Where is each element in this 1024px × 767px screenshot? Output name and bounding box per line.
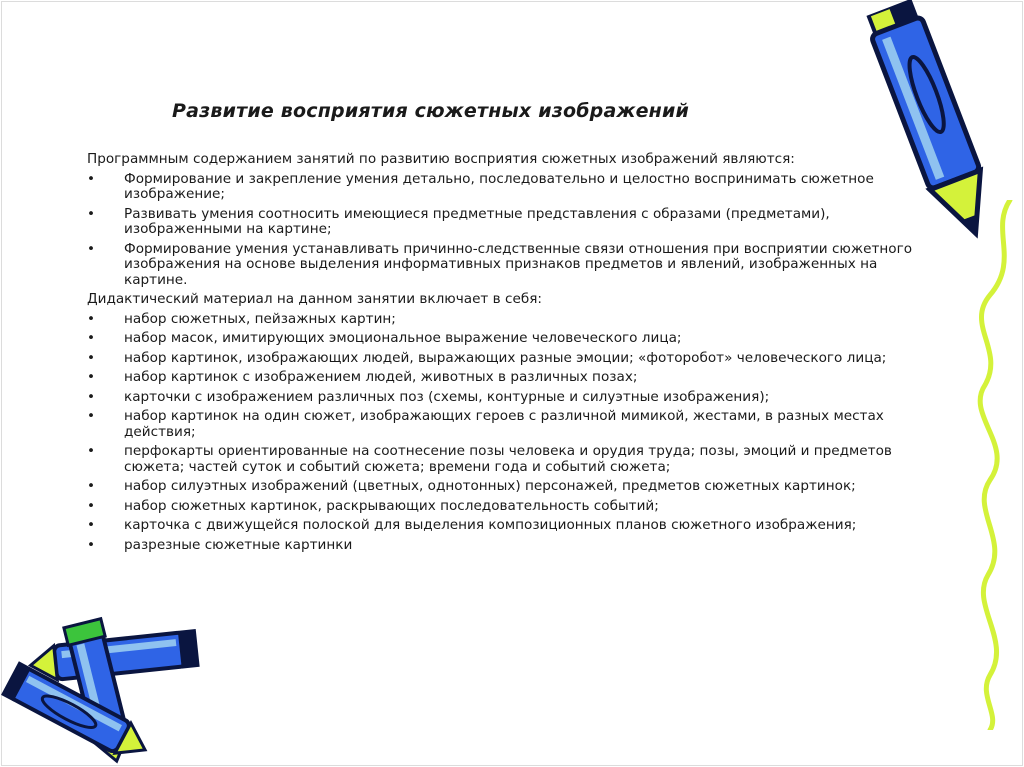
list-item xyxy=(87,444,932,475)
list-item-text: набор силуэтных изображений (цветных, однотонных) персонажей, предметов сюжетных картинок; xyxy=(124,478,856,494)
list-item-text: карточка с движущейся полоской для выделения композиционных планов сюжетного изображения; xyxy=(124,517,857,533)
pencils-bottom-left-icon xyxy=(0,615,205,765)
list-item xyxy=(87,538,932,554)
bullet-icon: • xyxy=(87,310,96,327)
list-item xyxy=(87,409,932,440)
list-item-text: набор масок, имитирующих эмоциональное выражение человеческого лица; xyxy=(124,330,682,346)
bullet-icon: • xyxy=(87,443,96,459)
list-item xyxy=(87,390,932,406)
list-item xyxy=(87,518,932,534)
bullet-icon: • xyxy=(87,497,96,514)
list-item-text: Формирование и закрепление умения детально, последовательно и целостно воспринимать сюжетное изображение; xyxy=(124,170,874,202)
list-item-text: карточки с изображением различных поз (схемы, контурные и силуэтные изображения); xyxy=(124,388,770,405)
list-item-text: набор картинок с изображением людей, животных в различных позах; xyxy=(124,369,638,385)
list-item xyxy=(87,207,932,238)
list-item-text: Формирование умения устанавливать причинно-следственные связи отношения при восприятии сюжетного изображения на основе выделения информативных признаков предметов и явлений, изображенных на картине. xyxy=(124,240,913,288)
material-intro-text: Дидактический материал на данном занятии включает в себя: xyxy=(87,291,542,307)
list-item xyxy=(87,172,932,203)
list-item xyxy=(87,242,932,289)
bullet-icon: • xyxy=(87,388,96,405)
list-item-text: набор сюжетных, пейзажных картин; xyxy=(124,310,396,327)
list-item xyxy=(87,370,932,386)
list-item-text: набор картинок, изображающих людей, выражающих разные эмоции; «фоторобот» человеческого лица; xyxy=(124,349,887,366)
list-item xyxy=(87,331,932,347)
bullet-icon: • xyxy=(87,536,96,553)
list-item xyxy=(87,312,932,328)
list-item xyxy=(87,351,932,367)
list-item-text: разрезные сюжетные картинки xyxy=(124,536,353,553)
bullet-icon: • xyxy=(87,240,96,257)
bullet-icon: • xyxy=(87,349,96,366)
bullet-icon: • xyxy=(87,517,96,533)
list-item xyxy=(87,499,932,515)
intro-text: Программным содержанием занятий по развитию восприятия сюжетных изображений являются: xyxy=(87,151,795,167)
bullet-icon: • xyxy=(87,330,96,346)
bullet-icon: • xyxy=(87,369,96,385)
lime-curve-icon xyxy=(960,200,1024,730)
page-title: Развитие восприятия сюжетных изображений xyxy=(172,100,690,122)
bullet-icon: • xyxy=(87,170,96,187)
bullet-icon: • xyxy=(87,478,96,494)
list-item-text: перфокарты ориентированные на соотнесение позы человека и орудия труда; позы, эмоций и предметов сюжета; частей суток и событий сюжета; времени года и событий сюжета; xyxy=(124,443,892,475)
list-item-text: набор сюжетных картинок, раскрывающих последовательность событий; xyxy=(124,497,659,514)
list-item xyxy=(87,479,932,495)
content-body xyxy=(87,152,932,557)
list-item-text: набор картинок на один сюжет, изображающих героев с различной мимикой, жестами, в разных местах действия; xyxy=(124,408,884,440)
bullet-icon: • xyxy=(87,408,96,424)
bullet-icon: • xyxy=(87,205,96,222)
list-item-text: Развивать умения соотносить имеющиеся предметные представления с образами (предметами), изображенными на картине; xyxy=(124,205,830,237)
